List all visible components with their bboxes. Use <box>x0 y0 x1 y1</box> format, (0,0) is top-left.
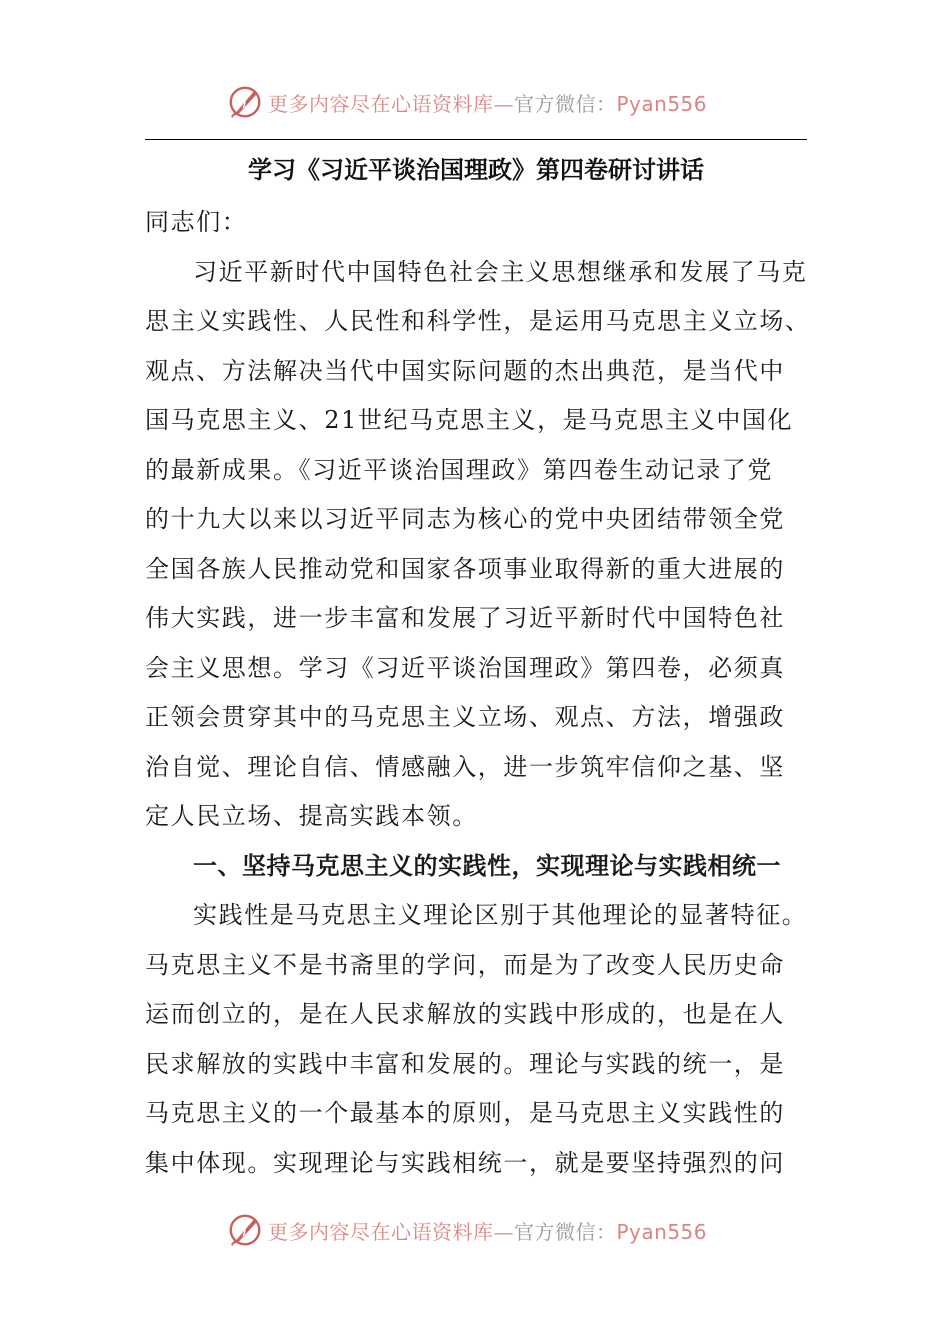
body-line: 伟大实践，进一步丰富和发展了习近平新时代中国特色社 <box>145 604 785 632</box>
document-body <box>145 198 811 1188</box>
salutation-line: 同志们： <box>145 208 248 236</box>
watermark-text <box>268 1216 707 1245</box>
watermark-wechat-label: 官方微信： <box>514 1219 617 1244</box>
body-line: 正领会贯穿其中的马克思主义立场、观点、方法，增强政 <box>145 703 785 731</box>
body-line: 马克思主义不是书斋里的学问，而是为了改变人民历史命 <box>145 950 785 979</box>
watermark-separator: — <box>493 1219 514 1244</box>
watermark-wechat-id: Pyan556 <box>616 1219 708 1244</box>
watermark-wechat-label: 官方微信： <box>514 91 617 116</box>
section-heading: 一、坚持马克思主义的实践性，实现理论与实践相统一 <box>193 851 781 880</box>
body-line: 定人民立场、提高实践本领。 <box>145 802 478 830</box>
watermark-wechat-id: Pyan556 <box>616 91 708 116</box>
watermark-main: 更多内容尽在心语资料库 <box>268 91 494 116</box>
body-line: 的十九大以来以习近平同志为核心的党中央团结带领全党 <box>145 505 785 533</box>
body-line: 国马克思主义、21世纪马克思主义，是马克思主义中国化 <box>145 406 794 434</box>
quill-logo-icon <box>226 83 264 121</box>
quill-logo-icon <box>226 1211 264 1249</box>
footer-watermark <box>226 1210 707 1250</box>
watermark-main: 更多内容尽在心语资料库 <box>268 1219 494 1244</box>
body-line: 思主义实践性、人民性和科学性，是运用马克思主义立场、 <box>145 307 811 335</box>
body-line: 实践性是马克思主义理论区别于其他理论的显著特征。 <box>193 901 808 929</box>
body-line: 习近平新时代中国特色社会主义思想继承和发展了马克 <box>193 257 808 286</box>
watermark-separator: — <box>493 91 514 116</box>
body-line: 集中体现。实现理论与实践相统一，就是要坚持强烈的问 <box>145 1148 785 1177</box>
body-line: 全国各族人民推动党和国家各项事业取得新的重大进展的 <box>145 554 785 583</box>
watermark-text <box>268 88 707 117</box>
body-line: 治自觉、理论自信、情感融入，进一步筑牢信仰之基、坚 <box>145 752 785 781</box>
body-line: 的最新成果。《习近平谈治国理政》第四卷生动记录了党 <box>145 455 773 484</box>
header-rule <box>145 139 807 140</box>
body-line: 会主义思想。学习《习近平谈治国理政》第四卷，必须真 <box>145 653 785 682</box>
body-line: 民求解放的实践中丰富和发展的。理论与实践的统一，是 <box>145 1049 785 1078</box>
body-line: 运而创立的，是在人民求解放的实践中形成的，也是在人 <box>145 1000 785 1028</box>
header-watermark <box>226 82 707 122</box>
body-line: 观点、方法解决当代中国实际问题的杰出典范，是当代中 <box>145 356 785 385</box>
document-title: 学习《习近平谈治国理政》第四卷研讨讲话 <box>248 156 704 184</box>
body-line: 马克思主义的一个最基本的原则，是马克思主义实践性的 <box>145 1099 785 1127</box>
